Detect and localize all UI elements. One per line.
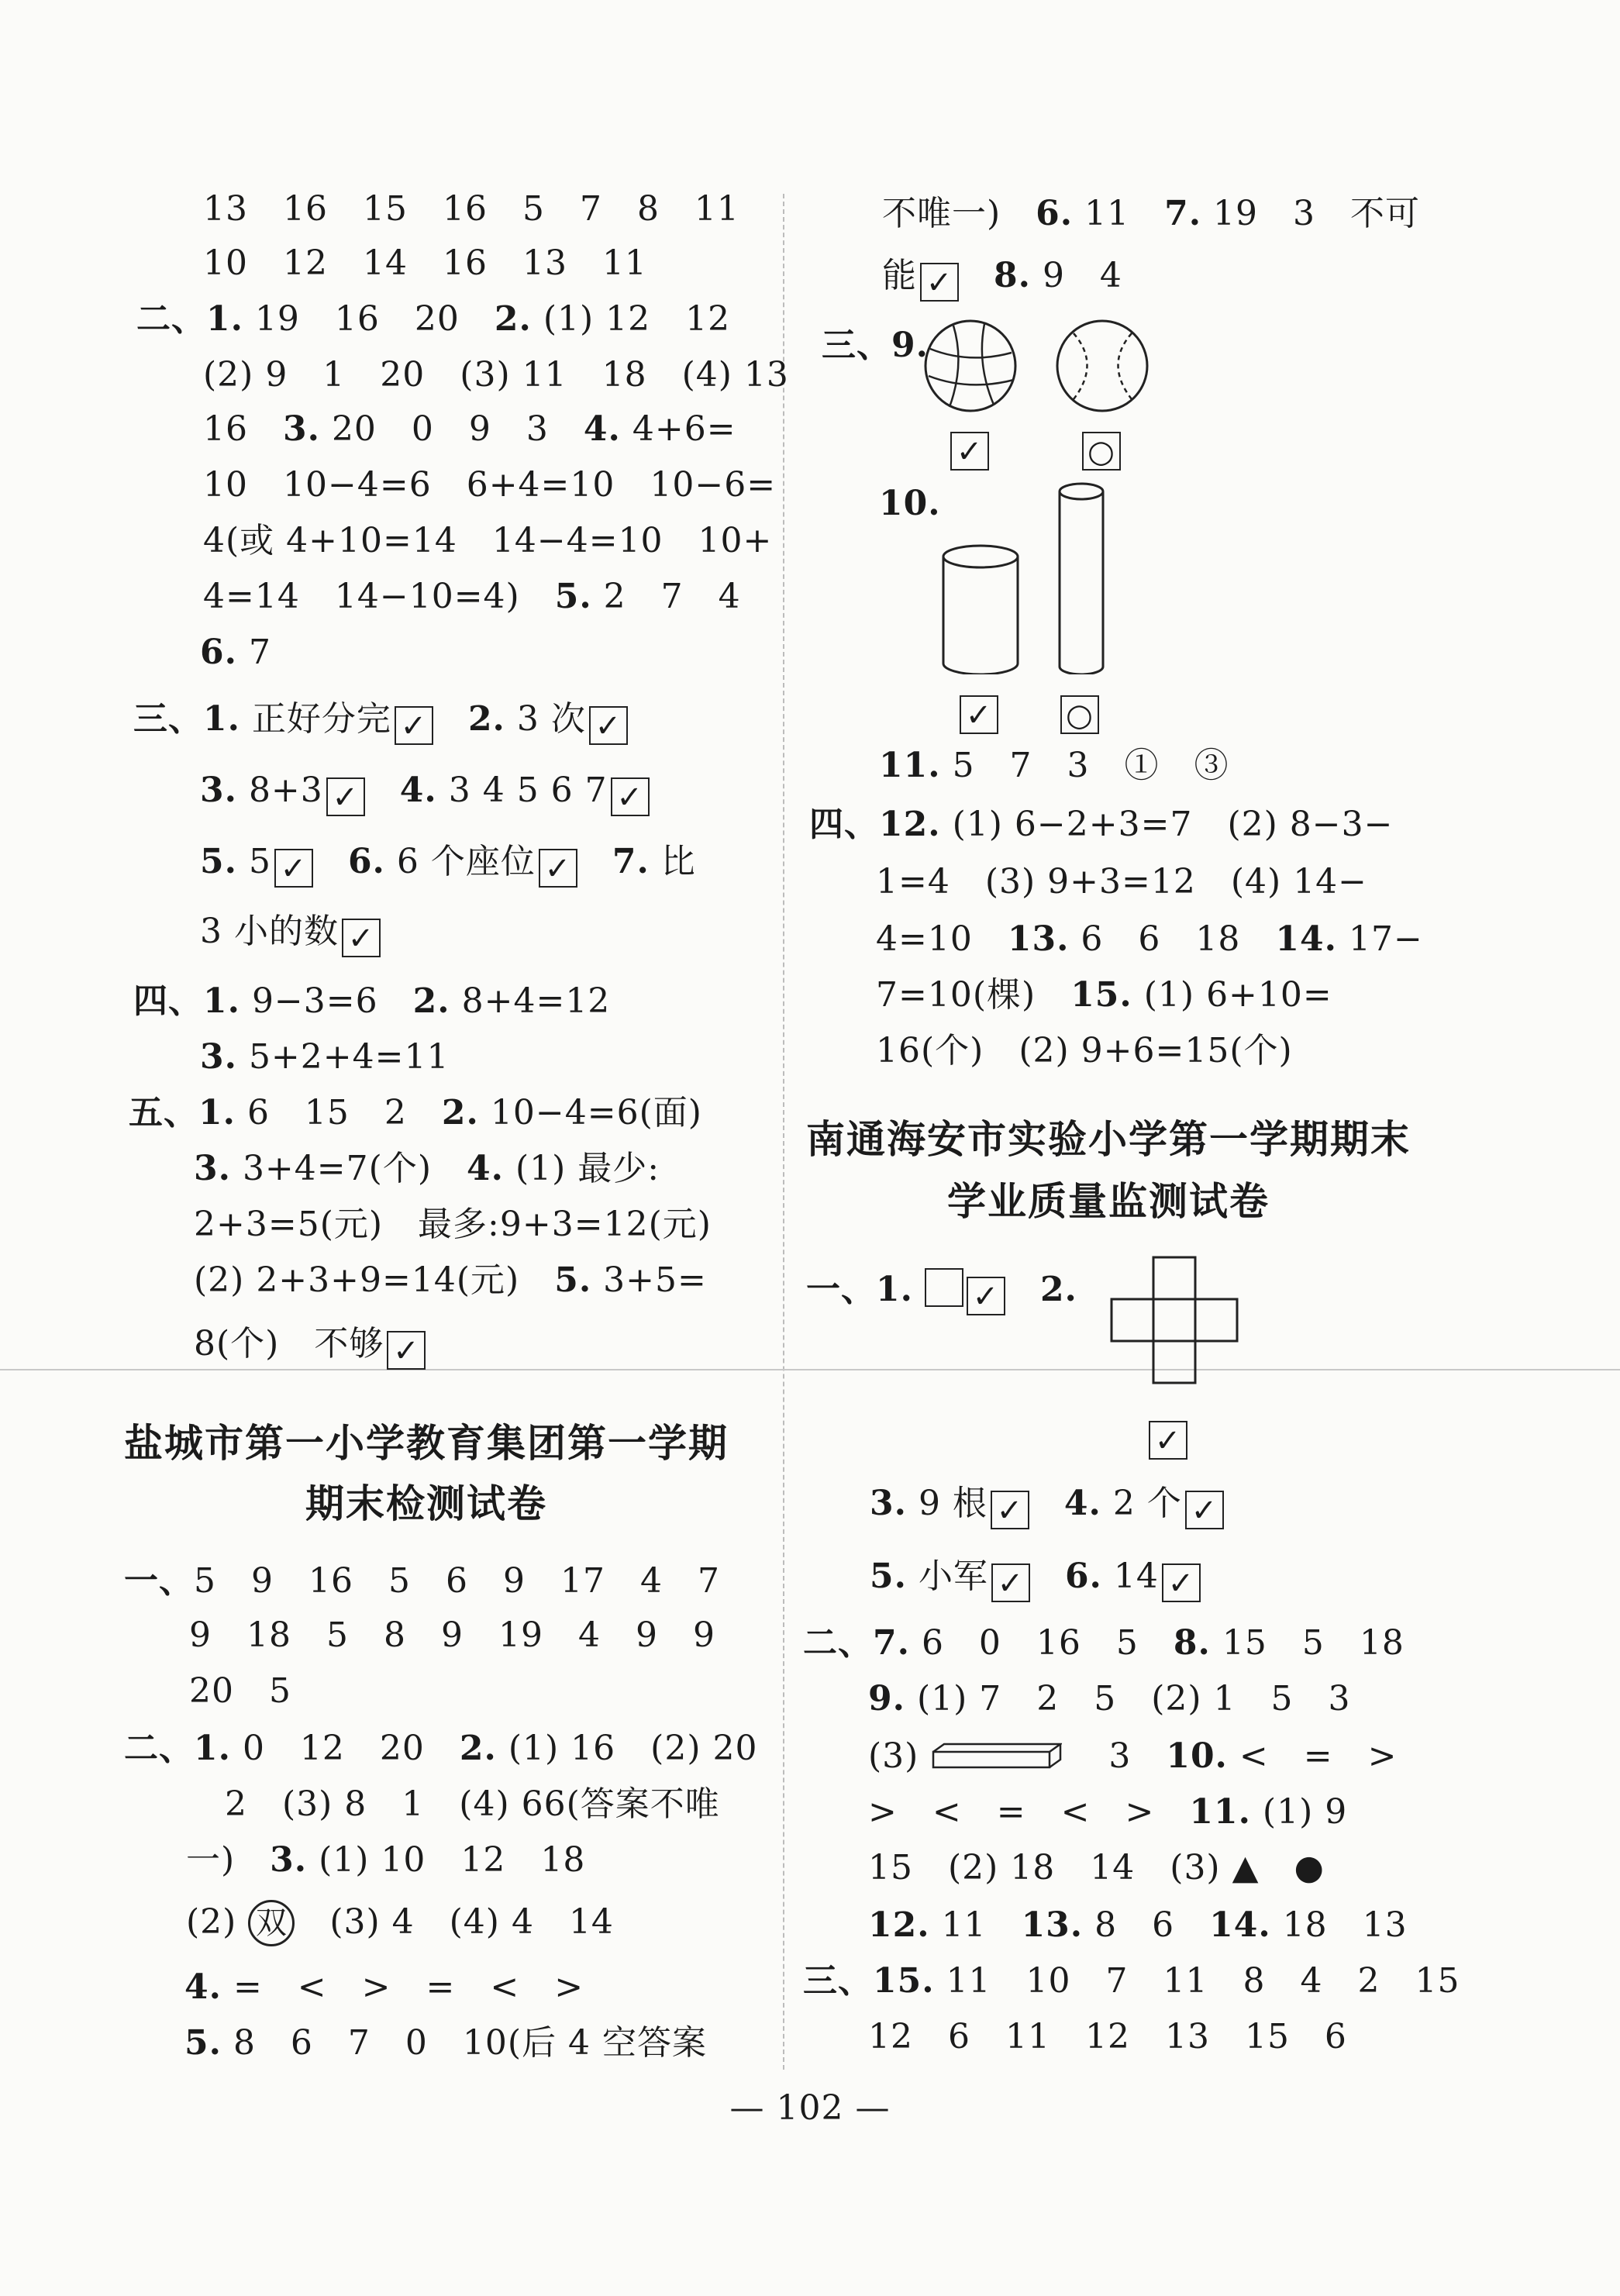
short-cylinder-icon [943, 546, 1018, 674]
section-title: 期末检测试卷 [305, 1481, 547, 1526]
answer-line: 3. 5+2+4=11 [200, 1037, 450, 1077]
answer-line: 16(个) (2) 9+6=15(个) [876, 1031, 1293, 1070]
answer-line: 13 16 15 16 5 7 8 11 [203, 189, 739, 229]
answer-line: 20 5 [189, 1671, 291, 1711]
answer-line: 三、1. 正好分完 ✓ 2. 3 次 ✓ [133, 696, 628, 745]
answer-line: 9. (1) 7 2 5 (2) 1 5 3 [868, 1679, 1351, 1719]
answer-line: 4=10 13. 6 6 18 14. 17− [876, 919, 1423, 959]
answer-line: (3) 3 10. < = > [868, 1736, 1398, 1776]
check-box: ✓ [1162, 1563, 1201, 1602]
answer-line: 5. 5 ✓ 6. 6 个座位 ✓ 7. 比 [200, 842, 696, 887]
check-box: ✓ [950, 432, 989, 471]
check-box: ✓ [387, 1331, 426, 1370]
answer-line: 7=10(棵) 15. (1) 6+10= [876, 975, 1332, 1015]
check-box: ✓ [342, 919, 381, 957]
answer-line: 3. 3+4=7(个) 4. (1) 最少: [194, 1149, 660, 1188]
page-number: — 102 — [729, 2088, 891, 2128]
check-box: ✓ [539, 849, 577, 888]
answer-line: 3. 9 根 ✓ 4. 2 个 ✓ [870, 1481, 1224, 1529]
circled-answer: 双 [248, 1900, 295, 1946]
answer-line: 一、5 9 16 5 6 9 17 4 7 [124, 1561, 720, 1601]
check-box: ✓ [326, 777, 365, 816]
answer-line: 三、15. 11 10 7 11 8 4 2 15 [803, 1961, 1460, 2001]
answer-line: 一、1. ✓ 2. [806, 1270, 1077, 1315]
check-box: ✓ [395, 706, 433, 745]
check-box: ✓ [274, 849, 313, 888]
cuboid-icon [930, 1741, 1062, 1772]
answer-line: 一) 3. (1) 10 12 18 [186, 1840, 586, 1880]
answer-line [1146, 1411, 1187, 1460]
section-title: 学业质量监测试卷 [947, 1178, 1270, 1224]
answer-line: 不唯一) 6. 11 7. 19 3 不可 [882, 194, 1421, 233]
answer-line [1057, 685, 1099, 734]
answer-line: > < = < > 11. (1) 9 [868, 1792, 1348, 1832]
empty-box [925, 1268, 963, 1307]
circle-box: ○ [1082, 432, 1121, 471]
answer-line [1079, 422, 1121, 471]
check-box: ✓ [960, 695, 998, 734]
answer-line: 五、1. 6 15 2 2. 10−4=6(面) [129, 1093, 702, 1132]
answer-line [956, 685, 998, 734]
answer-line: 16 3. 20 0 9 3 4. 4+6= [203, 409, 736, 449]
answer-line: 3 小的数 ✓ [200, 908, 381, 957]
answer-line: (2) 9 1 20 (3) 11 18 (4) 13 [203, 355, 789, 395]
answer-line: 四、1. 9−3=6 2. 8+4=12 [133, 981, 611, 1021]
answer-line: 4(或 4+10=14 14−4=10 10+ [203, 521, 773, 560]
cube-net-figure [1108, 1256, 1248, 1395]
answer-line: 二、1. 0 12 20 2. (1) 16 (2) 20 [124, 1729, 758, 1768]
answer-line: (2) 双 (3) 4 (4) 4 14 [186, 1899, 614, 1946]
answer-line: 8(个) 不够 ✓ [194, 1321, 426, 1370]
volleyball-icon [925, 321, 1015, 411]
circle-box: ○ [1060, 695, 1099, 734]
answer-line: 5. 8 6 7 0 10(后 4 空答案 [184, 2023, 708, 2063]
answer-line: 10. [879, 484, 941, 523]
check-box: ✓ [589, 706, 628, 745]
answer-line: 二、1. 19 16 20 2. (1) 12 12 [136, 299, 731, 339]
shape-answers: ▲ ● [1232, 1848, 1325, 1887]
answer-line: 4. = < > = < > [184, 1967, 584, 2007]
answer-line: 四、12. (1) 6−2+3=7 (2) 8−3− [809, 805, 1394, 844]
answer-line: 10 10−4=6 6+4=10 10−6= [203, 465, 777, 505]
answer-line: 6. 7 [200, 633, 271, 672]
column-divider [783, 194, 784, 2070]
answer-line: 11. 5 7 3 ① ③ [879, 746, 1229, 785]
answer-line: 3. 8+3 ✓ 4. 3 4 5 6 7 ✓ [200, 767, 650, 816]
check-box: ✓ [1185, 1491, 1224, 1529]
answer-line: 2+3=5(元) 最多:9+3=12(元) [194, 1205, 712, 1244]
check-box: ✓ [991, 1491, 1029, 1529]
answer-line: 15 (2) 18 14 (3) ▲ ● [868, 1848, 1325, 1887]
answer-line: 2 (3) 8 1 (4) 66(答案不唯 [225, 1784, 720, 1824]
section-title: 南通海安市实验小学第一学期期末 [806, 1116, 1411, 1162]
section-title: 盐城市第一小学教育集团第一学期 [124, 1420, 729, 1466]
answer-line: 9 18 5 8 9 19 4 9 9 [189, 1615, 715, 1655]
answer-line: (2) 2+3+9=14(元) 5. 3+5= [194, 1260, 707, 1300]
baseball-icon [1057, 321, 1147, 411]
check-box: ✓ [920, 263, 959, 302]
answer-line: 5. 小军 ✓ 6. 14 ✓ [870, 1553, 1201, 1602]
answer-line: 三、9. [822, 326, 929, 365]
tall-cylinder-icon [1060, 484, 1103, 674]
check-box: ✓ [991, 1563, 1030, 1602]
check-box: ✓ [1149, 1421, 1187, 1460]
cylinders-figure [938, 481, 1124, 674]
answer-line: 1=4 (3) 9+3=12 (4) 14− [876, 862, 1368, 902]
answer-line: 二、7. 6 0 16 5 8. 15 5 18 [803, 1623, 1405, 1663]
answer-line: 12 6 11 12 13 15 6 [868, 2017, 1347, 2056]
answer-line: 能 ✓ 8. 9 4 [882, 256, 1122, 301]
check-box: ✓ [967, 1277, 1005, 1315]
check-box: ✓ [611, 777, 650, 816]
answer-line [947, 422, 989, 471]
answer-line: 12. 11 13. 8 6 14. 18 13 [868, 1905, 1408, 1945]
answer-line: 4=14 14−10=4) 5. 2 7 4 [203, 577, 741, 616]
answer-line: 10 12 14 16 13 11 [203, 243, 647, 283]
